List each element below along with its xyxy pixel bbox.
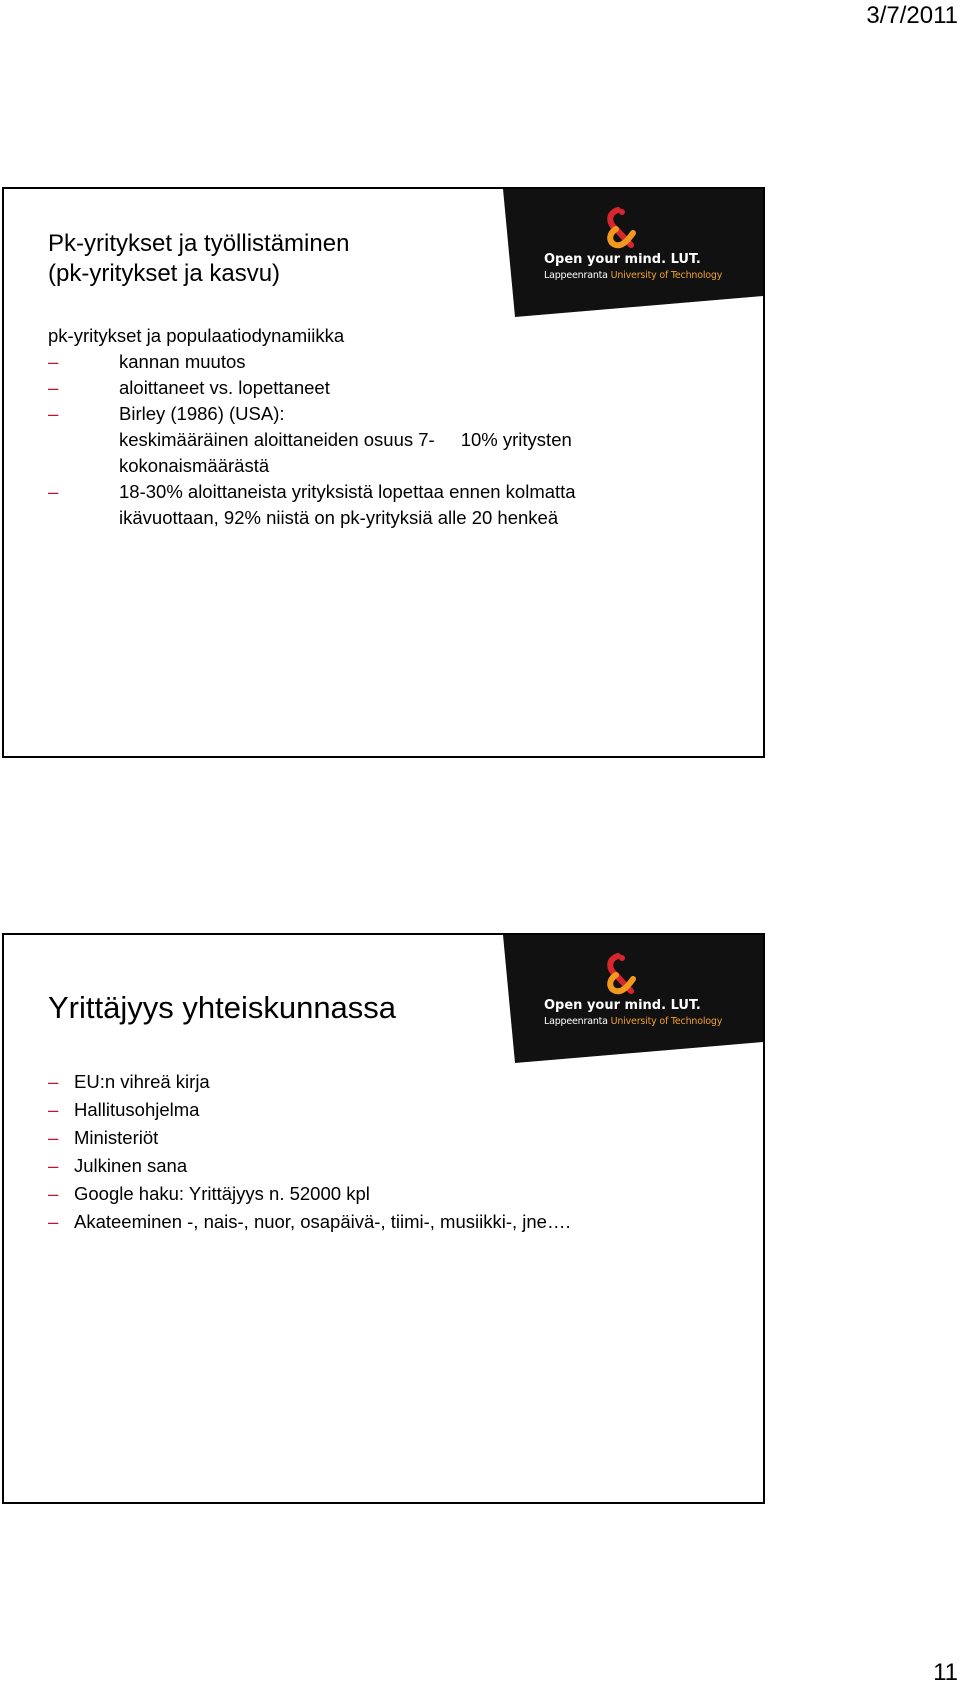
page-date: 3/7/2011 xyxy=(866,2,958,29)
list-item-text: kannan muutos xyxy=(119,351,246,372)
dash-bullet: – xyxy=(48,351,59,372)
slide-1-title xyxy=(48,229,349,289)
dash-bullet: – xyxy=(48,1127,59,1148)
logo-university xyxy=(544,1016,722,1027)
slide-2-title: Yrittäjyys yhteiskunnassa xyxy=(48,990,397,1025)
list-item-text: 18-30% aloittaneista yrityksistä lopettaa ennen kolmatta xyxy=(119,481,576,502)
logo-tagline: Open your mind. LUT. xyxy=(544,252,701,267)
logo-university xyxy=(544,270,722,281)
list-item-text: Google haku: Yrittäjyys n. 52000 kpl xyxy=(74,1183,370,1204)
list-item-continuation: ikävuottaan, 92% niistä on pk-yrityksiä alle 20 henkeä xyxy=(119,507,559,528)
list-item xyxy=(48,1096,571,1124)
list-item xyxy=(48,1152,571,1180)
list-item-text: EU:n vihreä kirja xyxy=(74,1071,210,1092)
list-item xyxy=(48,1068,571,1096)
list-item xyxy=(48,1208,571,1236)
slide-1 xyxy=(2,187,765,758)
list-item-text: Julkinen sana xyxy=(74,1155,188,1176)
slide-1-lead: pk-yritykset ja populaatiodynamiikka xyxy=(48,325,345,346)
list-item xyxy=(48,1180,571,1208)
list-item xyxy=(48,375,748,401)
logo-university-prefix: Lappeenranta xyxy=(544,1016,611,1027)
lut-ampersand-icon xyxy=(598,953,640,997)
slide-1-body xyxy=(48,323,748,531)
lut-logo xyxy=(503,935,763,1063)
list-item-text: aloittaneet vs. lopettaneet xyxy=(119,377,330,398)
list-item xyxy=(48,479,748,505)
lut-ampersand-icon xyxy=(598,207,640,251)
slide-1-title-line-1: Pk-yritykset ja työllistäminen xyxy=(48,230,350,257)
sub-item-text-b: 10% yritysten xyxy=(460,429,572,450)
logo-university-prefix: Lappeenranta xyxy=(544,270,611,281)
dash-bullet: – xyxy=(48,1099,59,1120)
slide-1-title-line-2: (pk-yritykset ja kasvu) xyxy=(48,260,281,287)
sub-item-line xyxy=(48,427,748,453)
sub-item-text-a: keskimääräinen aloittaneiden osuus 7- xyxy=(119,429,435,450)
list-item xyxy=(48,349,748,375)
logo-tagline: Open your mind. LUT. xyxy=(544,998,701,1013)
dash-bullet: – xyxy=(48,377,59,398)
sub-item-line: kokonaismäärästä xyxy=(119,455,270,476)
slide-2-body xyxy=(48,1068,571,1236)
list-item-text: Hallitusohjelma xyxy=(74,1099,200,1120)
dash-bullet: – xyxy=(48,1071,59,1092)
list-item xyxy=(48,401,748,427)
dash-bullet: – xyxy=(48,403,59,424)
dash-bullet: – xyxy=(48,1211,59,1232)
dash-bullet: – xyxy=(48,1183,59,1204)
list-item-text: Akateeminen -, nais-, nuor, osapäivä-, tiimi-, musiikki-, jne…. xyxy=(74,1211,571,1232)
list-item-text: Birley (1986) (USA): xyxy=(119,403,285,424)
dash-bullet: – xyxy=(48,481,59,502)
list-item xyxy=(48,1124,571,1152)
dash-bullet: – xyxy=(48,1155,59,1176)
logo-university-accent: University of Technology xyxy=(610,1016,723,1027)
page-number: 11 xyxy=(933,1659,958,1686)
lut-logo xyxy=(503,189,763,317)
logo-university-accent: University of Technology xyxy=(610,270,723,281)
slide-2 xyxy=(2,933,765,1504)
list-item-text: Ministeriöt xyxy=(74,1127,159,1148)
